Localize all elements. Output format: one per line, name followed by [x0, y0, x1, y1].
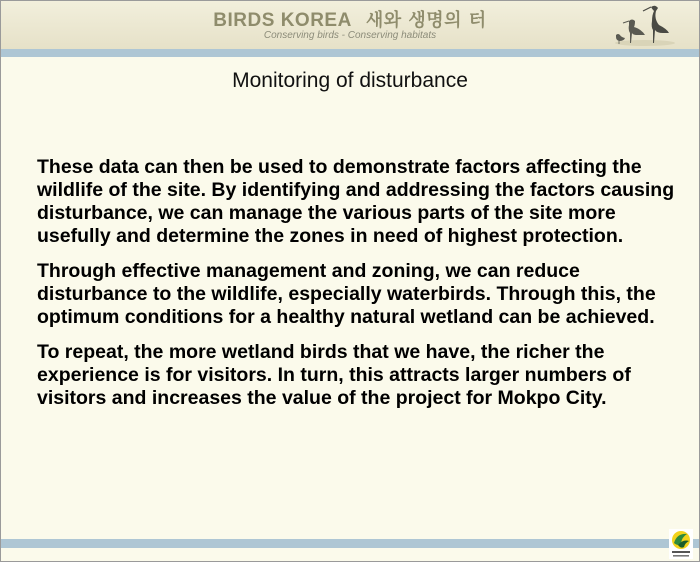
- bottom-accent-bar: [1, 539, 699, 548]
- header-subtitle: Conserving birds - Conserving habitats: [263, 30, 437, 41]
- paragraph-1: These data can then be used to demonstrate factors affecting the wildlife of the site. By identifying and addressing the factors causing disturbance, we can manage the various parts of the site more usefully and determine the zones in need of highest protection.: [37, 156, 675, 247]
- slide-body: [37, 156, 677, 422]
- paragraph-2: Through effective management and zoning, we can reduce disturbance to the wildlife, especially waterbirds. Through this, the optimum conditions for a healthy natural wetland can be achieved.: [37, 260, 656, 328]
- header-banner: [1, 1, 699, 49]
- header-title: [1, 6, 699, 32]
- brand-name-korean: 새와 생명의 터: [365, 10, 487, 31]
- wading-birds-silhouette-icon: [607, 3, 677, 47]
- paragraph-3: To repeat, the more wetland birds that we have, the richer the experience is for visitors. In turn, this attracts larger numbers of visitors and increases the value of the project for Mokpo City.: [37, 341, 631, 409]
- slide-title: Monitoring of disturbance: [232, 69, 468, 92]
- birds-korea-logo-icon: [669, 529, 693, 559]
- brand-name: BIRDS KOREA: [213, 10, 352, 31]
- top-accent-bar: [1, 49, 699, 57]
